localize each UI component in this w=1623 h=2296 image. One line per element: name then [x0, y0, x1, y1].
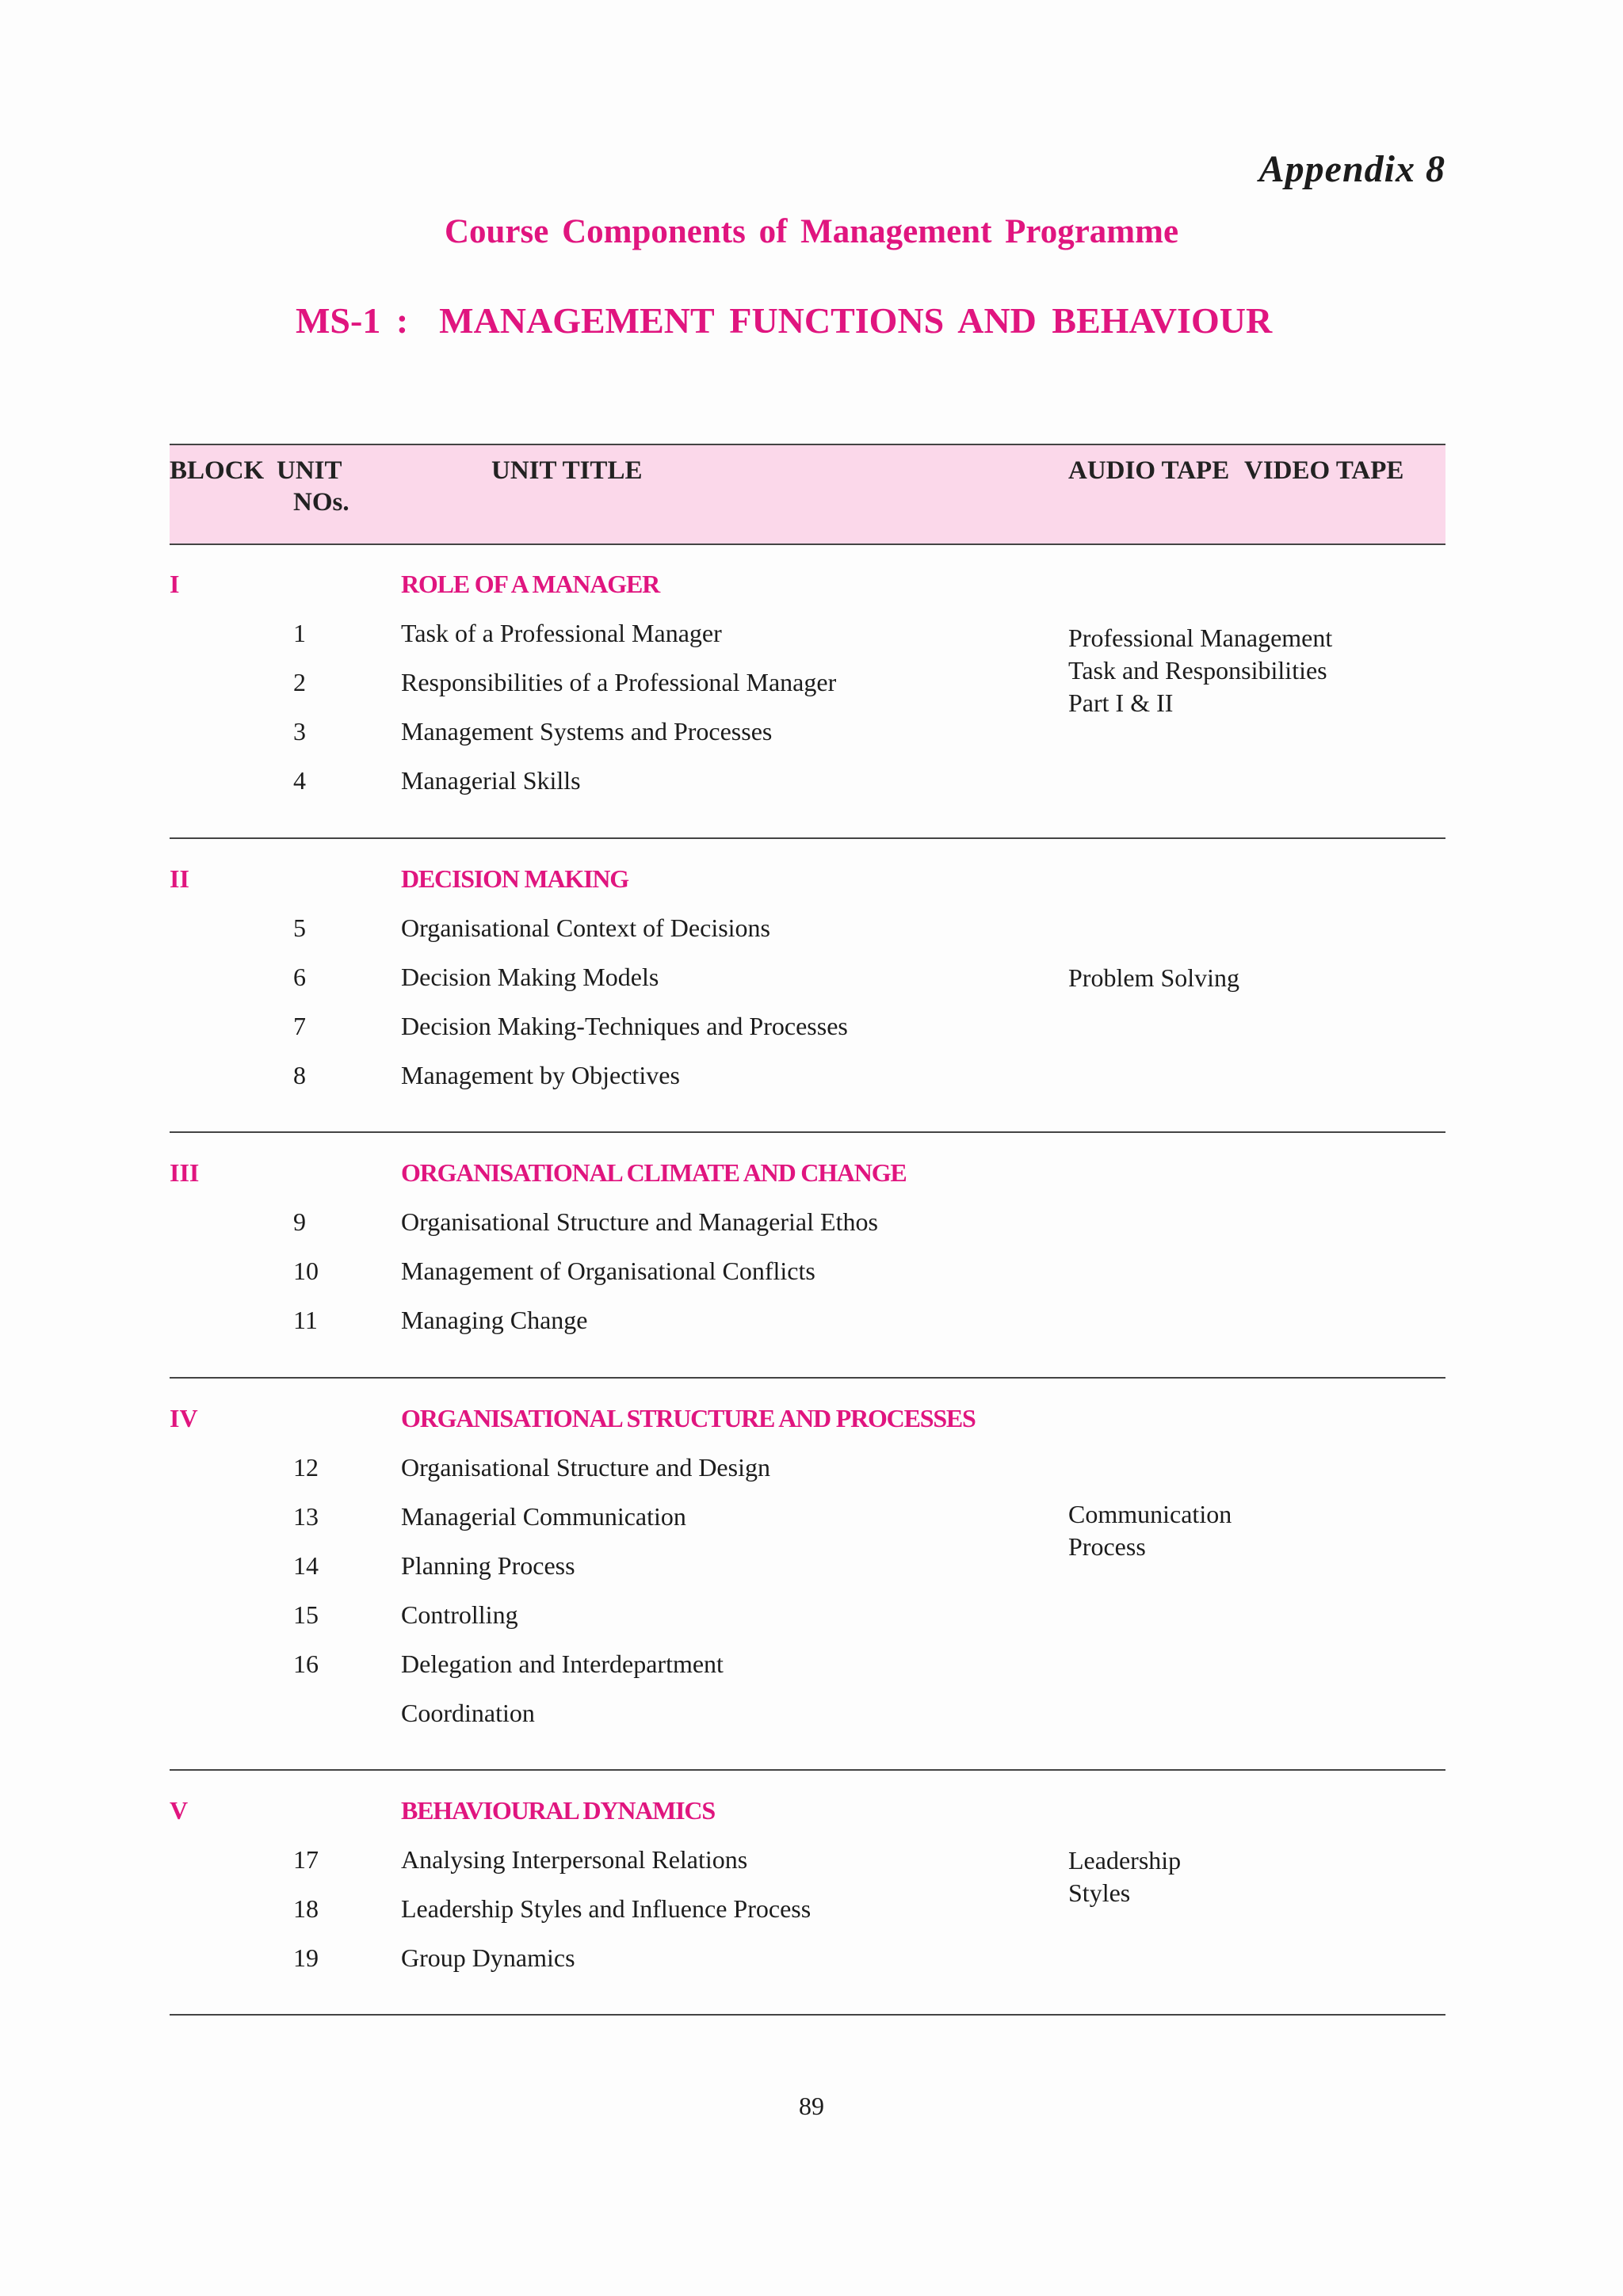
unit-number: 11 [293, 1306, 318, 1334]
media-entry: Process [1068, 1532, 1146, 1561]
unit-title: Management Systems and Processes [401, 717, 773, 746]
unit-number: 15 [293, 1600, 319, 1629]
header-unit-title: UNIT TITLE [491, 456, 643, 485]
block-title: ORGANISATIONAL STRUCTURE AND PROCESSES [401, 1404, 976, 1432]
unit-title: Managerial Communication [401, 1502, 686, 1531]
unit-number: 7 [293, 1012, 306, 1040]
header-nos: NOs. [293, 488, 349, 517]
header-block: BLOCK [170, 456, 265, 485]
unit-title: Task of a Professional Manager [401, 619, 722, 647]
block-title: ORGANISATIONAL CLIMATE AND CHANGE [401, 1158, 907, 1187]
unit-number: 12 [293, 1453, 319, 1482]
course-code-title: MS-1 : MANAGEMENT FUNCTIONS AND BEHAVIOUR [296, 300, 1273, 341]
unit-title: Organisational Structure and Design [401, 1453, 770, 1482]
media-entry: Styles [1068, 1878, 1131, 1907]
unit-title: Responsibilities of a Professional Manager [401, 668, 837, 696]
unit-number: 2 [293, 668, 306, 696]
block-divider [170, 837, 1445, 839]
block-number: I [170, 570, 180, 598]
block-title: ROLE OF A MANAGER [401, 570, 659, 598]
unit-title: Decision Making Models [401, 963, 659, 991]
unit-title: Management by Objectives [401, 1061, 680, 1089]
unit-number: 18 [293, 1894, 319, 1923]
unit-title: Planning Process [401, 1551, 575, 1580]
unit-title: Coordination [401, 1699, 535, 1727]
unit-title: Managerial Skills [401, 766, 581, 795]
table-header [170, 445, 1445, 545]
block-divider [170, 1769, 1445, 1771]
unit-title: Group Dynamics [401, 1943, 575, 1972]
unit-number: 19 [293, 1943, 319, 1972]
unit-number: 6 [293, 963, 306, 991]
unit-title: Delegation and Interdepartment [401, 1650, 724, 1678]
unit-title: Organisational Structure and Managerial Ethos [401, 1207, 878, 1236]
unit-number: 8 [293, 1061, 306, 1089]
block-title: DECISION MAKING [401, 864, 628, 893]
unit-number: 3 [293, 717, 306, 746]
unit-title: Leadership Styles and Influence Process [401, 1894, 812, 1923]
block-divider [170, 1131, 1445, 1133]
unit-number: 16 [293, 1650, 319, 1678]
header-audio-tape: AUDIO TAPE [1068, 456, 1230, 485]
unit-title: Decision Making-Techniques and Processes [401, 1012, 848, 1040]
unit-number: 14 [293, 1551, 319, 1580]
block-divider [170, 1377, 1445, 1379]
block-divider [170, 2014, 1445, 2016]
header-video-tape: VIDEO TAPE [1244, 456, 1404, 485]
unit-number: 1 [293, 619, 306, 647]
unit-number: 5 [293, 913, 306, 942]
appendix-label: Appendix 8 [1258, 148, 1445, 190]
media-entry: Part I & II [1068, 688, 1174, 717]
media-entry: Leadership [1068, 1846, 1182, 1875]
header-unit: UNIT [277, 456, 342, 485]
media-entry: Task and Responsibilities [1068, 656, 1327, 685]
unit-number: 4 [293, 766, 306, 795]
unit-title: Controlling [401, 1600, 518, 1629]
block-number: II [170, 864, 189, 893]
block-number: III [170, 1158, 200, 1187]
unit-number: 13 [293, 1502, 319, 1531]
block-number: V [170, 1796, 189, 1825]
unit-number: 9 [293, 1207, 306, 1236]
unit-title: Management of Organisational Conflicts [401, 1257, 815, 1285]
unit-number: 17 [293, 1845, 319, 1874]
block-number: IV [170, 1404, 198, 1432]
page-number: 89 [799, 2092, 824, 2120]
unit-title: Analysing Interpersonal Relations [401, 1845, 748, 1874]
unit-title: Managing Change [401, 1306, 588, 1334]
course-title: Course Components of Management Programme [444, 213, 1179, 250]
media-entry: Communication [1068, 1500, 1232, 1528]
unit-number: 10 [293, 1257, 319, 1285]
block-title: BEHAVIOURAL DYNAMICS [401, 1796, 715, 1825]
media-entry: Problem Solving [1068, 963, 1240, 992]
course-table [170, 444, 1445, 2016]
unit-title: Organisational Context of Decisions [401, 913, 770, 942]
media-entry: Professional Management [1068, 624, 1333, 652]
